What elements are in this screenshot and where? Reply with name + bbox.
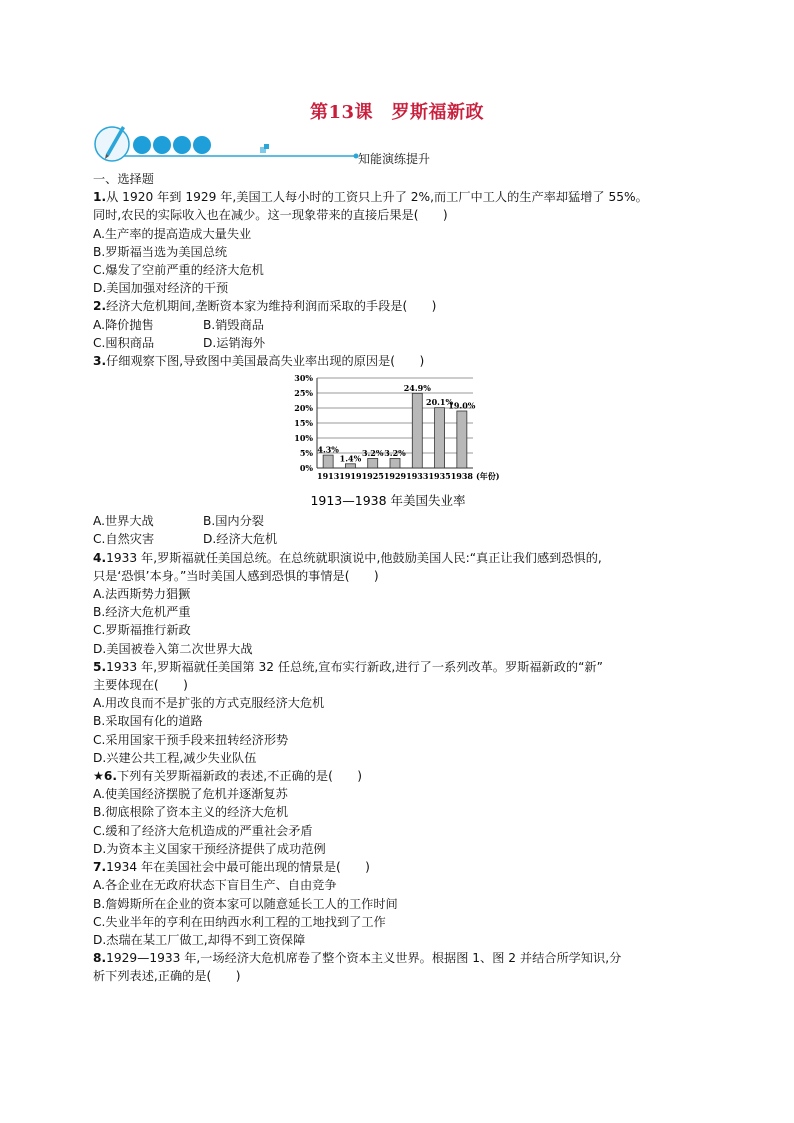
q1-option-c: C.爆发了空前严重的经济大危机 bbox=[93, 263, 264, 278]
value-label-1925: 3.2% bbox=[361, 448, 384, 459]
question-4-line-2: 只是‘恐惧’本身。”当时美国人感到恐惧的事情是( ) bbox=[93, 568, 379, 583]
page-title: 第13课 罗斯福新政 bbox=[309, 102, 485, 123]
question-5-line-1: 5.1933 年,罗斯福就任美国第 32 任总统,宣布实行新政,进行了一系列改革。罗斯福新政的“新” bbox=[93, 659, 603, 674]
q1-option-b: B.罗斯福当选为美国总统 bbox=[93, 244, 228, 259]
q4-option-a: A.法西斯势力猖獗 bbox=[93, 587, 191, 602]
value-label-1913: 4.3% bbox=[317, 444, 339, 455]
value-label-1929: 3.2% bbox=[384, 448, 406, 459]
bar-1925 bbox=[368, 459, 378, 469]
q5-option-b: B.采取国有化的道路 bbox=[93, 714, 203, 729]
question-1-line-1: 1.从 1920 年到 1929 年,美国工人每小时的工资只上升了 2%,而工厂中工人的生产率却猛增了 55%。 bbox=[93, 190, 648, 205]
q7-option-a: A.各企业在无政府状态下盲目生产、自由竞争 bbox=[93, 878, 337, 893]
y-tick-label: 5% bbox=[299, 448, 313, 459]
bar-1919 bbox=[345, 464, 355, 468]
y-tick-label: 20% bbox=[294, 403, 313, 414]
dot-2 bbox=[153, 136, 171, 154]
q7-option-b: B.詹姆斯所在企业的资本家可以随意延长工人的工作时间 bbox=[93, 896, 398, 911]
x-tick-label-1935: 1935 bbox=[428, 471, 451, 482]
q6-option-a: A.使美国经济摆脱了危机并逐渐复苏 bbox=[93, 787, 288, 802]
question-6: ★6.下列有关罗斯福新政的表述,不正确的是( ) bbox=[93, 769, 362, 784]
dot-1 bbox=[133, 136, 151, 154]
bar-1913 bbox=[323, 455, 333, 468]
q3-options-row-2: C.自然灾害 D.经济大危机 bbox=[93, 532, 278, 547]
section-banner bbox=[94, 118, 514, 168]
dot-4 bbox=[193, 136, 211, 154]
dot-3 bbox=[173, 136, 191, 154]
y-tick-label: 0% bbox=[299, 463, 313, 474]
y-tick-label: 30% bbox=[294, 373, 313, 384]
x-tick-label-1929: 1929 bbox=[383, 471, 407, 482]
bar-1938 bbox=[457, 411, 467, 468]
q2-options-row-2: C.囤积商品 D.运销海外 bbox=[93, 335, 266, 350]
unemployment-chart bbox=[283, 372, 533, 510]
q7-option-d: D.杰瑞在某工厂做工,却得不到工资保障 bbox=[93, 932, 306, 947]
y-tick-label: 15% bbox=[294, 418, 313, 429]
q1-option-a: A.生产率的提高造成大量失业 bbox=[93, 226, 252, 241]
q6-option-c: C.缓和了经济大危机造成的严重社会矛盾 bbox=[93, 823, 313, 838]
q5-option-a: A.用改良而不是扩张的方式克服经济大危机 bbox=[93, 696, 325, 711]
x-tick-label-1913: 1913 bbox=[317, 471, 340, 482]
q7-option-c: C.失业半年的亨利在田纳西水利工程的工地找到了工作 bbox=[93, 914, 386, 929]
question-7: 7.1934 年在美国社会中最可能出现的情景是( ) bbox=[93, 860, 370, 875]
question-3: 3.仔细观察下图,导致图中美国最高失业率出现的原因是( ) bbox=[93, 354, 425, 369]
question-4-line-1: 4.1933 年,罗斯福就任美国总统。在总统就职演说中,他鼓励美国人民:“真正让我们感到恐惧的, bbox=[93, 550, 602, 565]
q1-option-d: D.美国加强对经济的干预 bbox=[93, 281, 229, 296]
q2-options-row-1: A.降价抛售 B.销毁商品 bbox=[93, 317, 264, 332]
q6-option-d: D.为资本主义国家干预经济提供了成功范例 bbox=[93, 841, 326, 856]
q4-option-c: C.罗斯福推行新政 bbox=[93, 623, 191, 638]
bar-1935 bbox=[435, 408, 445, 468]
x-tick-label-1919: 1919 bbox=[339, 471, 362, 482]
bar-1933 bbox=[412, 394, 422, 469]
q5-option-d: D.兴建公共工程,减少失业队伍 bbox=[93, 750, 257, 765]
q6-option-b: B.彻底根除了资本主义的经济大危机 bbox=[93, 805, 289, 820]
x-tick-label-1938: 1938 bbox=[450, 471, 473, 482]
question-2: 2.经济大危机期间,垄断资本家为维持利润而采取的手段是( ) bbox=[93, 299, 437, 314]
bar-1929 bbox=[390, 459, 400, 469]
question-5-line-2: 主要体现在( ) bbox=[93, 678, 188, 693]
y-tick-label: 25% bbox=[294, 388, 313, 399]
x-axis-label: (年份) bbox=[476, 471, 500, 482]
question-8-line-2: 析下列表述,正确的是( ) bbox=[93, 969, 241, 984]
value-label-1933: 24.9% bbox=[403, 383, 431, 394]
x-tick-label-1925: 1925 bbox=[361, 471, 384, 482]
q3-options-row-1: A.世界大战 B.国内分裂 bbox=[93, 514, 264, 529]
question-1-line-2: 同时,农民的实际收入也在减少。这一现象带来的直接后果是( ) bbox=[93, 208, 448, 223]
section-label: 知能演练提升 bbox=[358, 152, 431, 166]
section-heading: 一、选择题 bbox=[93, 172, 154, 186]
q4-option-b: B.经济大危机严重 bbox=[93, 605, 191, 620]
unemployment-chart-wrap bbox=[93, 372, 713, 512]
question-8-line-1: 8.1929—1933 年,一场经济大危机席卷了整个资本主义世界。根据图 1、图 2 并结合所学知识,分 bbox=[93, 951, 622, 966]
question-list bbox=[93, 170, 713, 986]
value-label-1938: 19.0% bbox=[448, 400, 476, 411]
q4-option-d: D.美国被卷入第二次世界大战 bbox=[93, 641, 253, 656]
q5-option-c: C.采用国家干预手段来扭转经济形势 bbox=[93, 732, 289, 747]
x-tick-label-1933: 1933 bbox=[406, 471, 429, 482]
chart-title: 1913—1938 年美国失业率 bbox=[310, 493, 466, 509]
value-label-1919: 1.4% bbox=[339, 453, 362, 464]
value-label-1935: 20.1% bbox=[426, 397, 454, 408]
y-tick-label: 10% bbox=[294, 433, 313, 444]
